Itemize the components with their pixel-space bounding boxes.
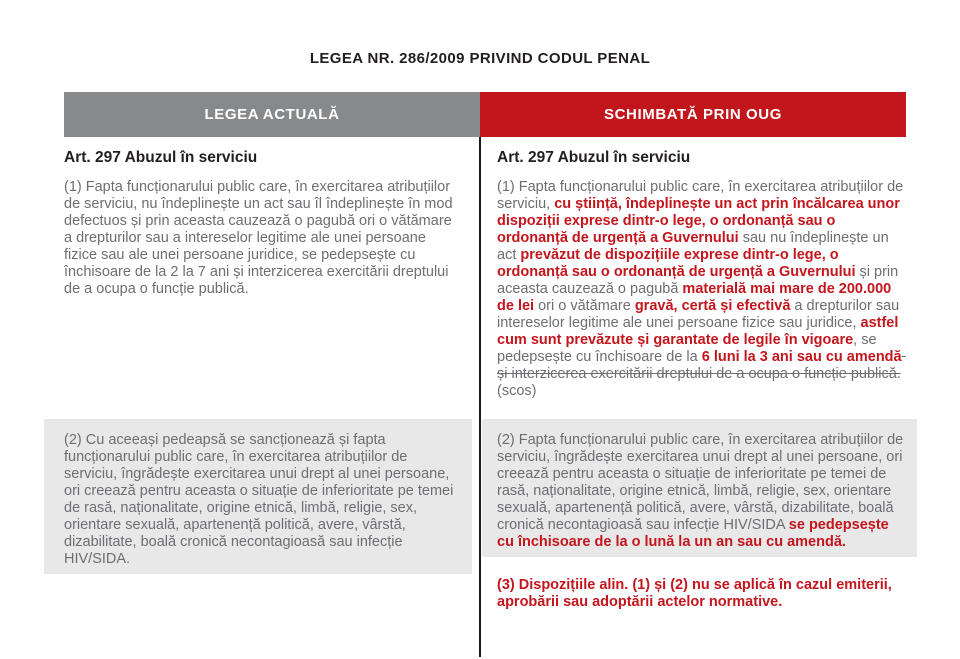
left-paragraph-2 bbox=[64, 432, 462, 568]
text-segment: (1) Fapta funcționarului public care, în exercitarea atribuțiilor de serviciu, bbox=[497, 179, 908, 212]
text-segment: astfel cum sunt prevăzute și garantate de legile în vigoare bbox=[497, 315, 903, 348]
text-segment: se pedepsește cu închisoare de la o lună la un an sau cu amendă. bbox=[497, 517, 893, 550]
text-segment: materială mai mare de 200.000 de lei bbox=[497, 281, 896, 314]
text-segment: (3) Dispozițiile alin. (1) și (2) nu se aplică în cazul emiterii, aprobării sau adoptării actelor normative. bbox=[497, 577, 896, 610]
text-segment: a drepturilor sau intereselor legitime ale unei persoane fizice sau juridice, bbox=[497, 298, 904, 331]
text-segment: și prin aceasta cauzează o pagubă bbox=[497, 264, 903, 297]
left-article-heading: Art. 297 Abuzul în serviciu bbox=[64, 149, 258, 166]
text-segment: gravă, certă și efectivă bbox=[634, 298, 791, 314]
text-segment: prevăzut de dispozițiile exprese dintr-o lege, o ordonanță sau o ordonanță de urgență a Guvernului bbox=[497, 247, 856, 280]
text-segment: ori o vătămare bbox=[534, 298, 635, 314]
right-paragraph-2 bbox=[497, 432, 908, 551]
text-segment: (2) Fapta funcționarului public care, în exercitarea atribuțiilor de serviciu, îngrădește exercitarea unui drept al unei persoane, ori creează pentru aceasta o situație de inferioritate pe temei de rasă, naționalitate, origine etnică, limbă, religie, sex, orientare sexuală, apartenență politică, avere, vârstă, dizabilitate, boală cronică necontagioasă sau infecție HIV/SIDA bbox=[497, 432, 908, 533]
column-divider bbox=[479, 137, 481, 657]
right-paragraph-3 bbox=[497, 577, 905, 611]
right-paragraph-1 bbox=[497, 179, 908, 400]
left-column-header: LEGEA ACTUALĂ bbox=[64, 92, 480, 137]
text-segment: , se pedepsește cu închisoare de la bbox=[497, 332, 881, 365]
right-column-header: SCHIMBATĂ PRIN OUG bbox=[480, 92, 906, 137]
text-segment: și interzicerea exercitării dreptului de a ocupa o funcție publică. bbox=[497, 349, 906, 382]
text-segment: (1) Fapta funcționarului public care, în exercitarea atribuțiilor de serviciu, nu îndeplinește un act sau îl îndeplinește în mod defectuos și prin aceasta cauzează o pagubă ori o vătămare a drepturilor sau a intereselor legitime ale unei persoane fizice sau ale unei persoane juridice, se pedepsește cu închisoare de la 2 la 7 ani și interzicerea exercitării dreptului de a ocupa o funcție publică. bbox=[64, 179, 457, 297]
right-paragraph-2-highlight bbox=[482, 419, 917, 557]
text-segment: (2) Cu aceeași pedeapsă se sancționează și fapta funcționarului public care, în exercitarea atribuțiilor de serviciu, îngrădește exercitarea unui drept al unei persoane, ori creează pentru aceasta o situație de inferioritate pe temei de rasă, naționalitate, origine etnică, limbă, religie, sex, orientare sexuală, apartenență politică, avere, vârstă, dizabilitate, boală cronică necontagioasă sau infecție HIV/SIDA. bbox=[64, 432, 458, 567]
text-segment: 6 luni la 3 ani sau cu amendă bbox=[701, 349, 902, 365]
right-article-heading: Art. 297 Abuzul în serviciu bbox=[497, 149, 691, 166]
text-segment: (scos) bbox=[497, 366, 905, 399]
left-paragraph-1 bbox=[64, 179, 462, 298]
document-title: LEGEA NR. 286/2009 PRIVIND CODUL PENAL bbox=[309, 50, 651, 67]
text-segment: cu știință, îndeplinește un act prin încălcarea unor dispoziții exprese dintr-o lege, o ordonanță sau o ordonanță de urgență a Guvernului bbox=[497, 196, 904, 246]
text-segment: sau nu îndeplinește un act bbox=[497, 230, 893, 263]
left-paragraph-2-highlight bbox=[44, 419, 472, 574]
